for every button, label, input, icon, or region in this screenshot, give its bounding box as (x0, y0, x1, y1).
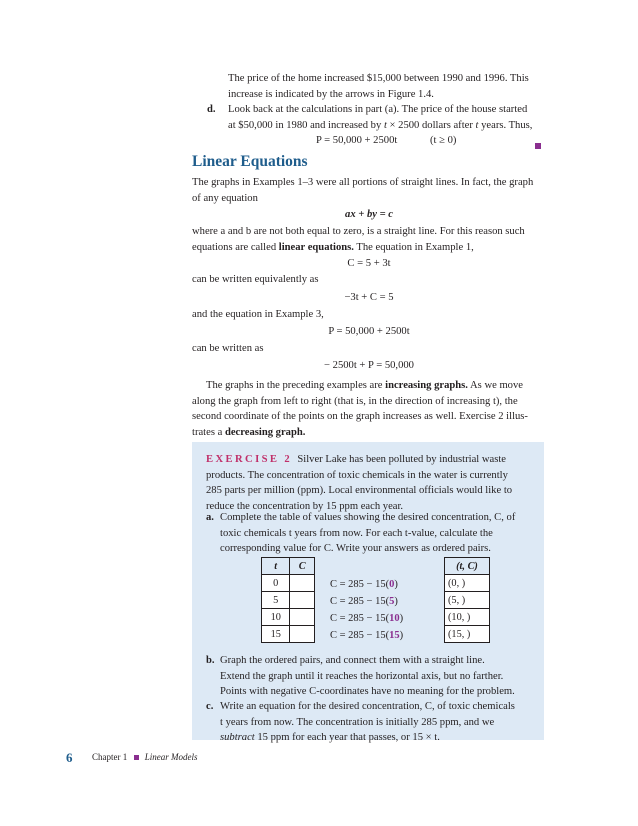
paragraph-6-line-1: The graphs in the preceding examples are increasing graphs. As we move (206, 380, 523, 391)
header-t: t (262, 558, 290, 575)
paragraph-2-line-1: where a and b are not both equal to zero, is a straight line. For this reason such (192, 226, 525, 237)
part-a-line-2: toxic chemicals t years from now. For each t-value, calculate the (220, 527, 493, 539)
part-c-line-2: increase is indicated by the arrows in Figure 1.4. (228, 88, 434, 100)
part-a-label: a. (206, 512, 214, 523)
part-d-text (228, 102, 568, 133)
paragraph-2 (192, 224, 548, 255)
exercise-label: EXERCISE 2 (206, 454, 293, 465)
table-row (262, 626, 315, 643)
table-row (262, 609, 315, 626)
t-cell: 15 (262, 626, 290, 643)
paragraph-3: can be written equivalently as (192, 274, 319, 285)
table-row (445, 609, 490, 626)
formula-row: C = 285 − 15(0) (330, 579, 398, 590)
part-b-line-1: Graph the ordered pairs, and connect them with a straight line. (220, 655, 485, 666)
t-cell: 0 (262, 575, 290, 592)
ordered-pairs-header (445, 558, 490, 575)
t-cell: 10 (262, 609, 290, 626)
paragraph-6 (192, 378, 548, 440)
exercise-intro-line-2: products. The concentration of toxic chemicals in the water is currently (206, 469, 508, 481)
pair-cell[interactable]: (10, ) (445, 609, 490, 626)
table-row (262, 592, 315, 609)
equation-example-1: C = 5 + 3t (347, 258, 391, 269)
formula-list (330, 576, 403, 644)
equation-example-1-rewritten: −3t + C = 5 (344, 292, 394, 303)
paragraph-4: and the equation in Example 3, (192, 309, 324, 320)
part-c-line-3: subtract 15 ppm for each year that passes, or 15 × t. (220, 732, 440, 743)
header-pairs: (t, C) (445, 558, 490, 575)
paragraph-5: can be written as (192, 343, 264, 354)
formula-row: C = 285 − 15(15) (330, 630, 404, 641)
equation-example-3-rewritten: − 2500t + P = 50,000 (324, 360, 414, 371)
equation-example-3: P = 50,000 + 2500t (328, 326, 410, 337)
values-table (261, 557, 315, 643)
pair-cell[interactable]: (15, ) (445, 626, 490, 643)
running-footer (92, 752, 198, 762)
exercise-intro-line-3: 285 parts per million (ppm). Local environmental officials would like to (206, 485, 513, 496)
header-c: C (290, 558, 315, 575)
t-cell: 5 (262, 592, 290, 609)
c-cell-empty[interactable] (290, 609, 315, 626)
paragraph-2-line-2: equations are called linear equations. The equation in Example 1, (192, 241, 474, 253)
table-row (262, 575, 315, 592)
part-b-line-2: Extend the graph until it reaches the horizontal axis, but no farther. (220, 670, 504, 682)
pair-cell[interactable]: (5, ) (445, 592, 490, 609)
c-cell-empty[interactable] (290, 592, 315, 609)
part-d-line-1: Look back at the calculations in part (a). The price of the house started (228, 104, 528, 115)
part-d-label: d. (207, 104, 216, 115)
paragraph-1-line-1: The graphs in Examples 1–3 were all portions of straight lines. In fact, the graph (192, 177, 534, 188)
pair-cell[interactable]: (0, ) (445, 575, 490, 592)
chapter-label: Chapter 1 (92, 752, 128, 762)
part-c-exercise-text (220, 699, 540, 746)
paragraph-6-line-4: trates a decreasing graph. (192, 426, 306, 438)
section-body (192, 175, 546, 206)
paragraph-6-line-2: along the graph from left to right (that is, in the direction of increasing t), the (192, 395, 518, 407)
equation-text: P = 50,000 + 2500t (316, 135, 398, 146)
table-row (445, 575, 490, 592)
c-cell-empty[interactable] (290, 575, 315, 592)
part-b-text (220, 653, 540, 700)
section-heading: Linear Equations (192, 153, 308, 170)
end-of-example-square-icon (535, 137, 541, 155)
part-c-line-1: Write an equation for the desired concentration, C, of toxic chemicals (220, 701, 515, 712)
part-d-line-2: at $50,000 in 1980 and increased by t × 2500 dollars after t years. Thus, (228, 119, 533, 131)
part-c-label: c. (206, 701, 214, 712)
page-number: 6 (66, 750, 73, 765)
equation-condition: (t ≥ 0) (430, 135, 457, 146)
part-c-line-2: t years from now. The concentration is initially 285 ppm, and we (220, 716, 495, 728)
table-row (445, 592, 490, 609)
exercise-intro-line-1: EXERCISE 2 Silver Lake has been polluted by industrial waste (206, 454, 506, 465)
table-row (445, 626, 490, 643)
formula-row: C = 285 − 15(10) (330, 613, 404, 624)
formula-row: C = 285 − 15(5) (330, 596, 398, 607)
paragraph-1-line-2: of any equation (192, 192, 258, 204)
exercise-intro (206, 452, 536, 514)
c-cell-empty[interactable] (290, 626, 315, 643)
part-b-line-3: Points with negative C-coordinates have no meaning for the problem. (220, 686, 515, 697)
paragraph-6-line-3: second coordinate of the points on the graph increases as well. Exercise 2 illus- (192, 411, 528, 422)
chapter-title: Linear Models (144, 752, 198, 762)
part-a-line-3: corresponding value for C. Write your answers as ordered pairs. (220, 543, 491, 554)
house-price-equation (316, 133, 397, 149)
part-b-label: b. (206, 655, 215, 666)
exercise-intro-line-4: reduce the concentration by 15 ppm each year. (206, 500, 404, 512)
footer-square-icon (134, 755, 139, 760)
part-c-text (228, 71, 558, 102)
ordered-pairs-table (444, 557, 490, 643)
values-table-header (262, 558, 315, 575)
part-a-text (220, 510, 540, 557)
part-c-line-1: The price of the home increased $15,000 between 1990 and 1996. This (228, 73, 529, 84)
part-a-line-1: Complete the table of values showing the desired concentration, C, of (220, 512, 516, 523)
general-linear-equation: ax + by = c (345, 209, 393, 220)
